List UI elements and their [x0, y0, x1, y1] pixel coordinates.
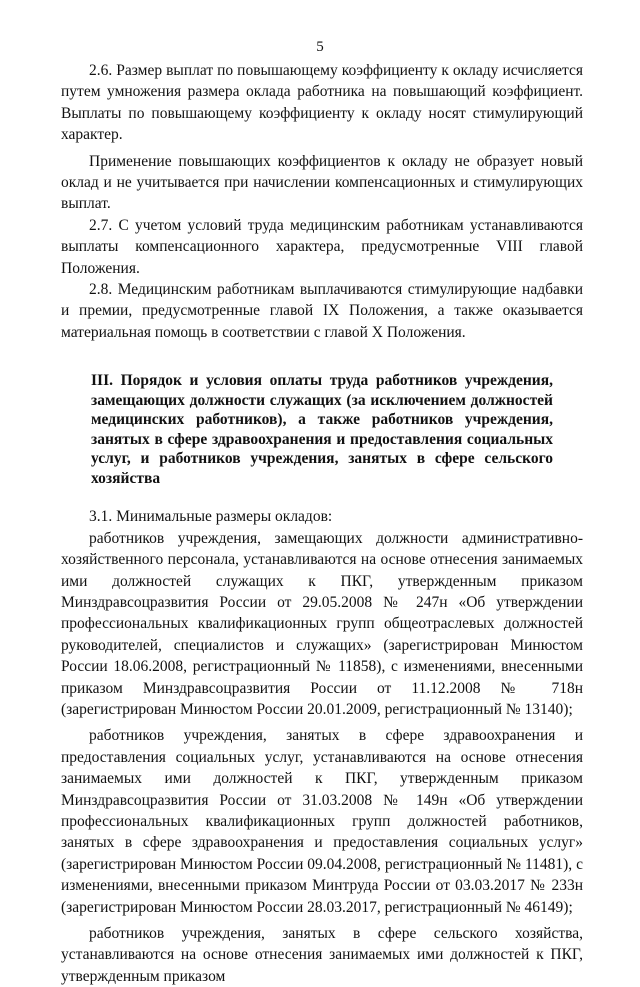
section-heading: III. Порядок и условия оплаты труда работников учреждения, замещающих должности служащих (за исключением должностей медицинских работников), а также работников учреждения, занятых в сфере здравоохранения и предоставления социальных услуг, и работников учреждения, занятых в сфере сельского хозяйства: [91, 372, 553, 487]
paragraph-2-6-note: Применение повышающих коэффициентов к окладу не образует новый оклад и не учитывается при начислении компенсационных и стимулирующих выплат.: [61, 152, 583, 213]
paragraph-3-1: 3.1. Минимальные размеры окладов:: [89, 508, 333, 526]
paragraph-2-6: 2.6. Размер выплат по повышающему коэффициенту к окладу исчисляется путем умножения размера оклада работника на повышающий коэффициент. Выплаты по повышающему коэффициенту к окладу носят стимулирующий характер.: [61, 62, 583, 144]
paragraph-agriculture-staff: работников учреждения, занятых в сфере сельского хозяйства, устанавливаются на основе отнесения занимаемых ими должностей к ПКГ, утвержденным приказом: [61, 925, 583, 985]
paragraph-healthcare-staff: работников учреждения, занятых в сфере здравоохранения и предоставления социальных услуг, устанавливаются на основе отнесения занимаемых ими должностей к ПКГ, утвержденным приказом Минздравсоцразвития России от 31.03.2008 № 149н «Об утверждении профессиональных квалификационных групп должностей работников, занятых в сфере здравоохранения и предоставления социальных услуг» (зарегистрирован Минюстом России 09.04.2008, регистрационный № 11481), с изменениями, внесенными приказом Минтруда России от 03.03.2017 № 233н (зарегистрирован Минюстом России 28.03.2017, регистрационный № 46149);: [61, 727, 583, 916]
paragraph-2-7: 2.7. С учетом условий труда медицинским работникам устанавливаются выплаты компенсационного характера, предусмотренные VIII главой Положения.: [61, 216, 583, 277]
paragraph-2-8: 2.8. Медицинским работникам выплачиваются стимулирующие надбавки и премии, предусмотренные главой IX Положения, а также оказывается материальная помощь в соответствии с главой X Положения.: [61, 281, 583, 341]
document-body: [61, 60, 583, 987]
section-heading-block: [61, 371, 583, 488]
page-number: 5: [316, 39, 324, 55]
paragraph-admin-staff: работников учреждения, замещающих должности административно-хозяйственного персонала, устанавливаются на основе отнесения занимаемых ими должностей служащих к ПКГ, утвержденным приказом Минздравсоцразвития России от 29.05.2008 № 247н «Об утверждении профессиональных квалификационных групп общеотраслевых должностей руководителей, специалистов и служащих» (зарегистрирован Минюстом России 18.06.2008, регистрационный № 11858), с изменениями, внесенными приказом Минздравсоцразвития России от 11.12.2008 № 718н (зарегистрирован Минюстом России 20.01.2009, регистрационный № 13140);: [61, 529, 583, 718]
